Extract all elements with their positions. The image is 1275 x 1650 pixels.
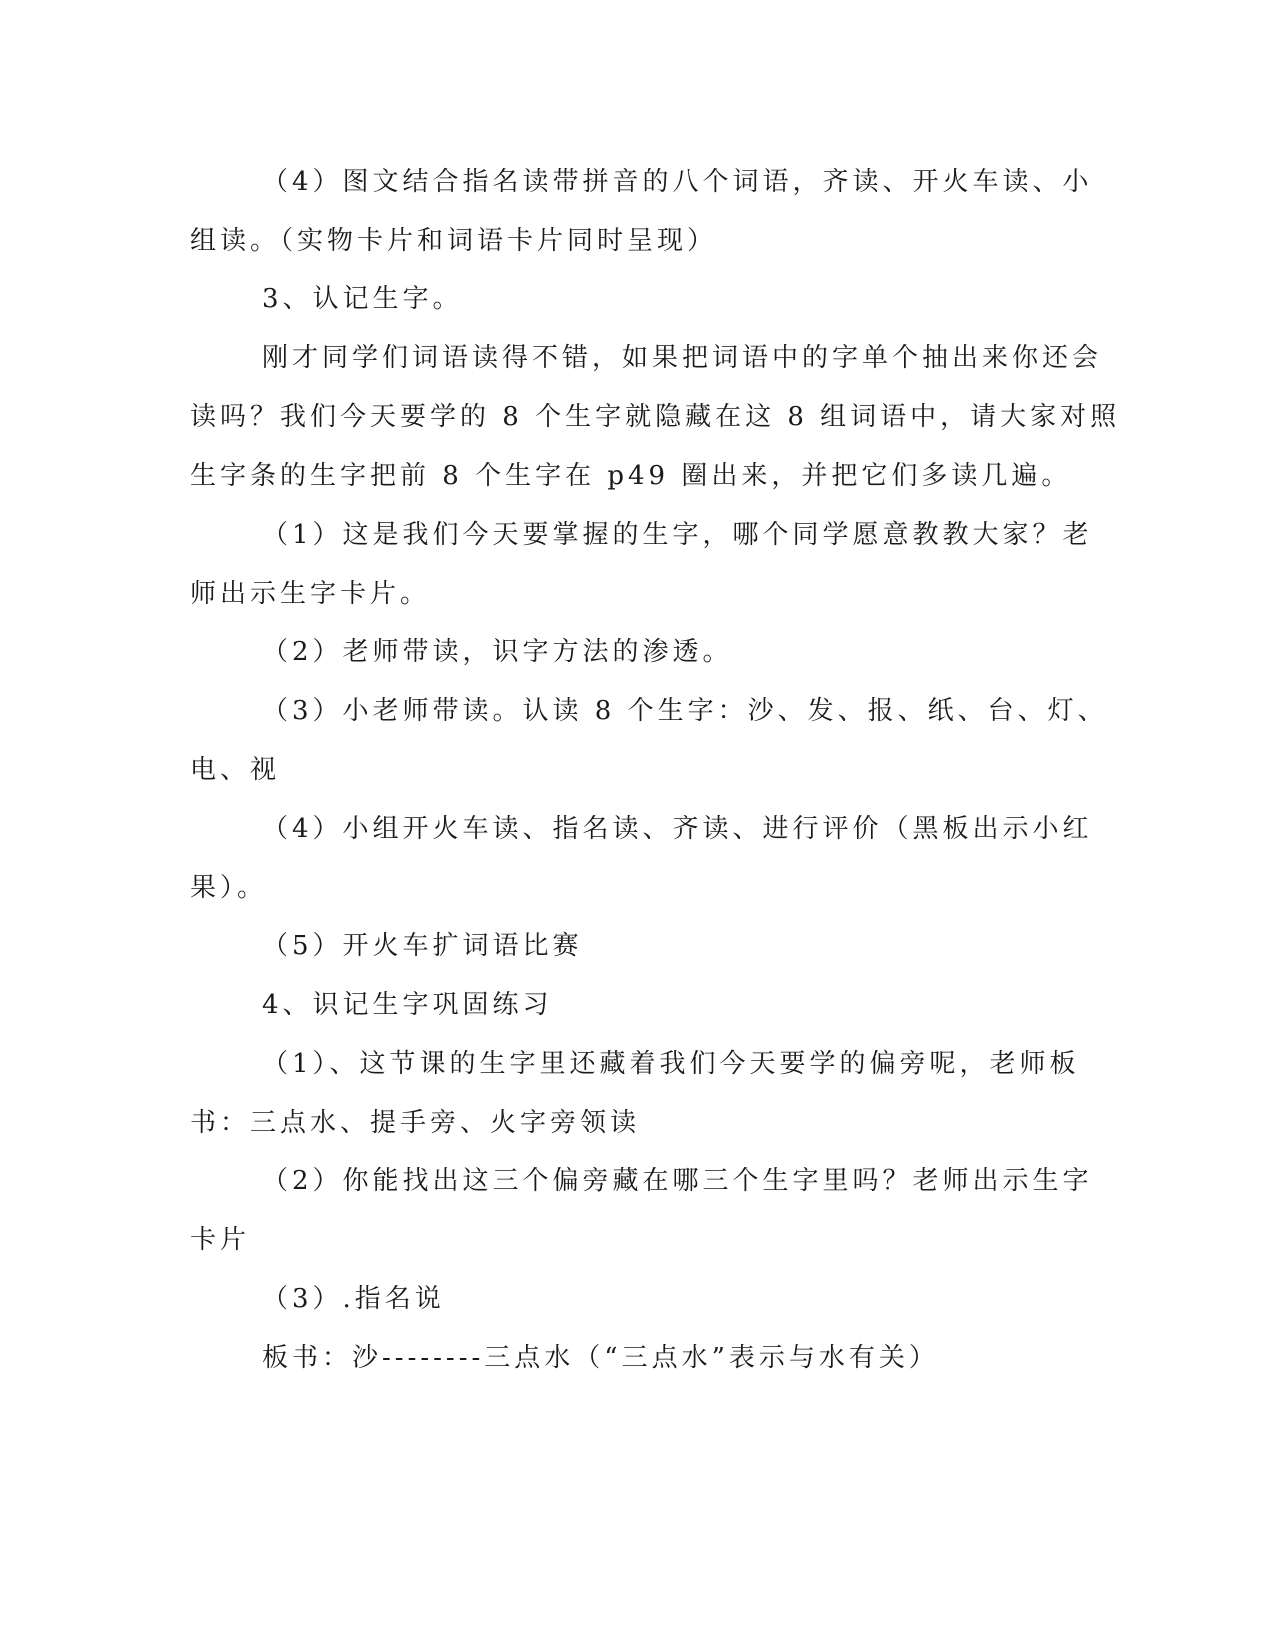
paragraph-line: 组读。（实物卡片和词语卡片同时呈现） [190, 226, 718, 256]
paragraph-line: （1）这是我们今天要掌握的生字，哪个同学愿意教教大家？老 [262, 520, 1093, 550]
paragraph-line: （3）小老师带读。认读 8 个生字：沙、发、报、纸、台、灯、 [262, 696, 1108, 726]
paragraph-line: 板书：沙--------三点水（“三点水”表示与水有关） [262, 1343, 939, 1373]
paragraph-line: （2）老师带读，识字方法的渗透。 [262, 637, 733, 667]
paragraph-line: 生字条的生字把前 8 个生字在 p49 圈出来，并把它们多读几遍。 [190, 461, 1072, 491]
paragraph-line: （1）、这节课的生字里还藏着我们今天要学的偏旁呢，老师板 [262, 1049, 1080, 1079]
paragraph-line: 读吗？我们今天要学的 8 个生字就隐藏在这 8 组词语中，请大家对照 [190, 402, 1121, 432]
paragraph-line: 卡片 [190, 1225, 251, 1255]
paragraph-line: （2）你能找出这三个偏旁藏在哪三个生字里吗？老师出示生字 [262, 1166, 1093, 1196]
paragraph-line: （4）图文结合指名读带拼音的八个词语，齐读、开火车读、小 [262, 167, 1093, 197]
paragraph-line: 书：三点水、提手旁、火字旁领读 [190, 1108, 641, 1138]
paragraph-line: 电、视 [190, 755, 281, 785]
paragraph-line: 刚才同学们词语读得不错，如果把词语中的字单个抽出来你还会 [262, 343, 1103, 373]
paragraph-line: （4）小组开火车读、指名读、齐读、进行评价（黑板出示小红 [262, 814, 1093, 844]
paragraph-line: （5）开火车扩词语比赛 [262, 931, 583, 961]
paragraph-line: （3）.指名说 [262, 1284, 445, 1314]
paragraph-line: 师出示生字卡片。 [190, 579, 431, 609]
section-heading: 4、识记生字巩固练习 [262, 990, 553, 1020]
section-heading: 3、认记生字。 [262, 284, 463, 314]
paragraph-line: 果）。 [190, 873, 268, 903]
